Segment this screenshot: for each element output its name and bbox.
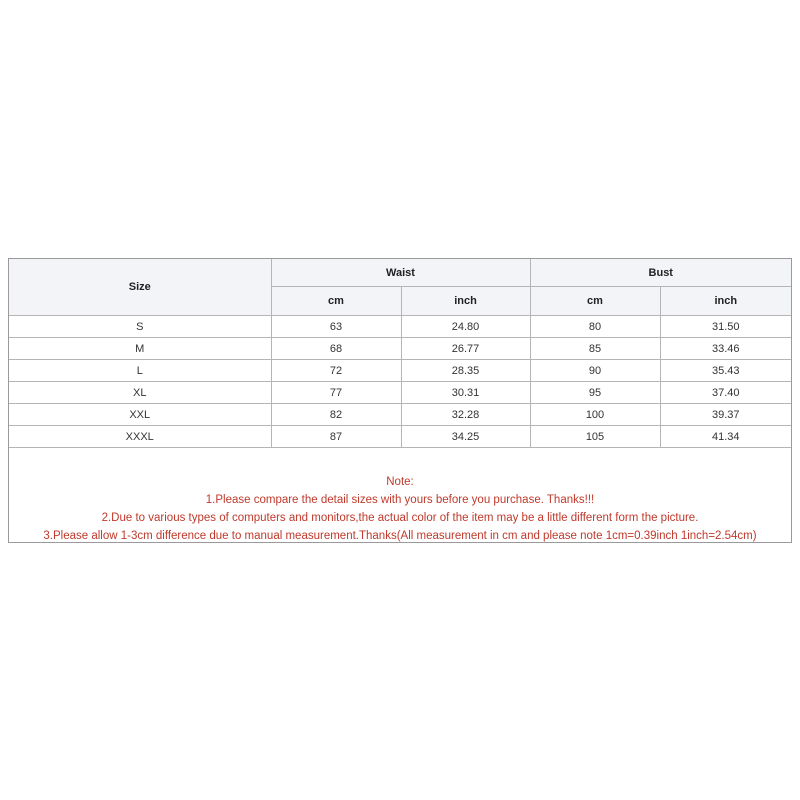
size-cell: M <box>9 338 271 360</box>
header-row <box>9 259 791 287</box>
table-row <box>9 316 791 338</box>
table-row <box>9 382 791 404</box>
notes-section <box>9 473 791 545</box>
waist-inch-cell: 24.80 <box>401 316 530 338</box>
waist-inch-cell: 32.28 <box>401 404 530 426</box>
waist-cm-cell: 63 <box>271 316 401 338</box>
bust-cm-cell: 80 <box>530 316 660 338</box>
note-line: 2.Due to various types of computers and monitors,the actual color of the item may be a little different form the picture. <box>101 512 699 524</box>
size-cell: XXL <box>9 404 271 426</box>
bust-inch-cell: 39.37 <box>660 404 791 426</box>
bust-inch-header: inch <box>660 287 791 316</box>
size-chart <box>8 258 792 543</box>
bust-cm-header: cm <box>530 287 660 316</box>
waist-inch-cell: 26.77 <box>401 338 530 360</box>
bust-cm-cell: 105 <box>530 426 660 448</box>
waist-cm-cell: 77 <box>271 382 401 404</box>
size-table <box>9 259 791 448</box>
waist-cm-header: cm <box>271 287 401 316</box>
bust-cm-cell: 90 <box>530 360 660 382</box>
notes-title: Note: <box>386 476 414 488</box>
bust-inch-cell: 33.46 <box>660 338 791 360</box>
bust-cm-cell: 100 <box>530 404 660 426</box>
bust-inch-cell: 35.43 <box>660 360 791 382</box>
table-row <box>9 360 791 382</box>
waist-header: Waist <box>271 259 530 287</box>
waist-cm-cell: 72 <box>271 360 401 382</box>
waist-cm-cell: 68 <box>271 338 401 360</box>
table-row <box>9 426 791 448</box>
waist-cm-cell: 82 <box>271 404 401 426</box>
waist-cm-cell: 87 <box>271 426 401 448</box>
table-row <box>9 338 791 360</box>
bust-inch-cell: 41.34 <box>660 426 791 448</box>
bust-cm-cell: 95 <box>530 382 660 404</box>
table-row <box>9 404 791 426</box>
note-line: 1.Please compare the detail sizes with yours before you purchase. Thanks!!! <box>205 494 595 506</box>
bust-inch-cell: 31.50 <box>660 316 791 338</box>
bust-inch-cell: 37.40 <box>660 382 791 404</box>
size-cell: XL <box>9 382 271 404</box>
size-cell: XXXL <box>9 426 271 448</box>
size-cell: S <box>9 316 271 338</box>
note-line: 3.Please allow 1-3cm difference due to manual measurement.Thanks(All measurement in cm and please note 1cm=0.39inch 1inch=2.54cm) <box>43 530 757 542</box>
bust-cm-cell: 85 <box>530 338 660 360</box>
waist-inch-cell: 28.35 <box>401 360 530 382</box>
waist-inch-cell: 30.31 <box>401 382 530 404</box>
waist-inch-header: inch <box>401 287 530 316</box>
size-cell: L <box>9 360 271 382</box>
size-header: Size <box>9 259 271 316</box>
waist-inch-cell: 34.25 <box>401 426 530 448</box>
bust-header: Bust <box>530 259 791 287</box>
